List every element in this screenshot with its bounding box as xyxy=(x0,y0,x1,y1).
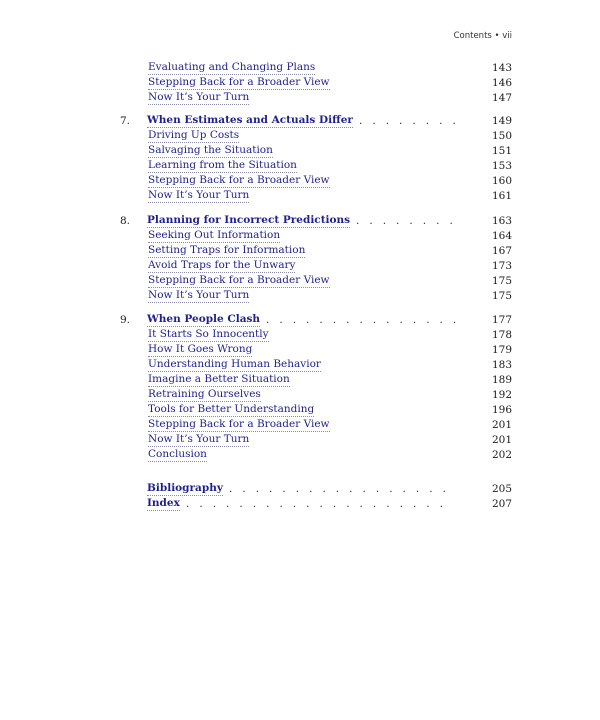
section-link[interactable]: Imagine a Better Situation xyxy=(148,373,290,385)
section-link[interactable]: Now It’s Your Turn xyxy=(148,289,250,301)
toc-section-row xyxy=(0,448,600,463)
page-number: 175 xyxy=(491,275,512,287)
toc-section-row xyxy=(0,433,600,448)
dot-leader: . . . . . . . . . . . . . . . . . . . . xyxy=(186,498,443,510)
toc-section-row xyxy=(0,373,600,388)
toc-section-row xyxy=(0,61,600,76)
page-number: 178 xyxy=(491,329,512,341)
toc-chapter-row xyxy=(0,497,600,512)
dot-leader: . . . . . . . . xyxy=(356,215,453,227)
toc-section-row xyxy=(0,274,600,289)
page-number: 207 xyxy=(491,498,512,510)
section-link[interactable]: It Starts So Innocently xyxy=(148,328,269,340)
page-number: 202 xyxy=(491,449,512,461)
toc-section-row xyxy=(0,403,600,418)
chapter-link[interactable]: When Estimates and Actuals Differ xyxy=(147,114,353,126)
page-number: 164 xyxy=(491,230,512,242)
page-number: 147 xyxy=(491,92,512,104)
toc-section-row xyxy=(0,343,600,358)
section-link[interactable]: Stepping Back for a Broader View xyxy=(148,76,330,88)
toc-section-row xyxy=(0,189,600,204)
page-number: 177 xyxy=(491,314,512,326)
section-link[interactable]: Learning from the Situation xyxy=(148,159,297,171)
dot-leader: . . . . . . . . . . . . . . . . . xyxy=(229,483,446,495)
dot-leader: . . . . . . . . . . . . . . . xyxy=(266,314,457,326)
page-number: 167 xyxy=(491,245,512,257)
page-number: 149 xyxy=(491,115,512,127)
chapter-number: 7. xyxy=(120,115,131,127)
page-number: 179 xyxy=(491,344,512,356)
toc-chapter-row xyxy=(0,114,600,129)
chapter-link[interactable]: Bibliography xyxy=(147,482,223,494)
toc-section-row xyxy=(0,159,600,174)
page-number: 163 xyxy=(491,215,512,227)
section-link[interactable]: Setting Traps for Information xyxy=(148,244,306,256)
page-number: 189 xyxy=(491,374,512,386)
page-number: 160 xyxy=(491,175,512,187)
page-number: 205 xyxy=(491,483,512,495)
page-number: 183 xyxy=(491,359,512,371)
section-link[interactable]: Now It’s Your Turn xyxy=(148,189,250,201)
toc-section-row xyxy=(0,244,600,259)
section-link[interactable]: Salvaging the Situation xyxy=(148,144,273,156)
toc-chapter-row xyxy=(0,313,600,328)
toc-section-row xyxy=(0,129,600,144)
page-number: 201 xyxy=(491,434,512,446)
page-number: 161 xyxy=(491,190,512,202)
toc-section-row xyxy=(0,76,600,91)
chapter-number: 8. xyxy=(120,215,131,227)
section-link[interactable]: Stepping Back for a Broader View xyxy=(148,174,330,186)
page-number: 192 xyxy=(491,389,512,401)
toc-chapter-row xyxy=(0,214,600,229)
section-link[interactable]: Tools for Better Understanding xyxy=(148,403,315,415)
toc-section-row xyxy=(0,358,600,373)
toc-section-row xyxy=(0,229,600,244)
page-number: 150 xyxy=(491,130,512,142)
toc-section-row xyxy=(0,174,600,189)
running-header: Contents • vii xyxy=(453,31,512,41)
toc-chapter-row xyxy=(0,482,600,497)
section-link[interactable]: Now It’s Your Turn xyxy=(148,433,250,445)
page-number: 143 xyxy=(491,62,512,74)
toc-section-row xyxy=(0,388,600,403)
section-link[interactable]: Evaluating and Changing Plans xyxy=(148,61,316,73)
section-link[interactable]: Avoid Traps for the Unwary xyxy=(148,259,296,271)
chapter-number: 9. xyxy=(120,314,131,326)
section-link[interactable]: Retraining Ourselves xyxy=(148,388,261,400)
page-number: 201 xyxy=(491,419,512,431)
section-link[interactable]: Now It’s Your Turn xyxy=(148,91,250,103)
section-link[interactable]: How It Goes Wrong xyxy=(148,343,253,355)
chapter-link[interactable]: Planning for Incorrect Predictions xyxy=(147,214,351,226)
toc-section-row xyxy=(0,418,600,433)
section-link[interactable]: Understanding Human Behavior xyxy=(148,358,321,370)
section-link[interactable]: Driving Up Costs xyxy=(148,129,240,141)
toc-section-row xyxy=(0,259,600,274)
section-link[interactable]: Stepping Back for a Broader View xyxy=(148,418,330,430)
chapter-link[interactable]: Index xyxy=(147,497,180,509)
chapter-link[interactable]: When People Clash xyxy=(147,313,261,325)
page-number: 175 xyxy=(491,290,512,302)
page-number: 196 xyxy=(491,404,512,416)
toc-section-row xyxy=(0,328,600,343)
section-link[interactable]: Conclusion xyxy=(148,448,207,460)
dot-leader: . . . . . . . . xyxy=(359,115,456,127)
toc-section-row xyxy=(0,91,600,106)
section-link[interactable]: Stepping Back for a Broader View xyxy=(148,274,330,286)
page-number: 153 xyxy=(491,160,512,172)
section-link[interactable]: Seeking Out Information xyxy=(148,229,281,241)
page-number: 146 xyxy=(491,77,512,89)
toc-section-row xyxy=(0,144,600,159)
page-number: 173 xyxy=(491,260,512,272)
page-number: 151 xyxy=(491,145,512,157)
toc-section-row xyxy=(0,289,600,304)
